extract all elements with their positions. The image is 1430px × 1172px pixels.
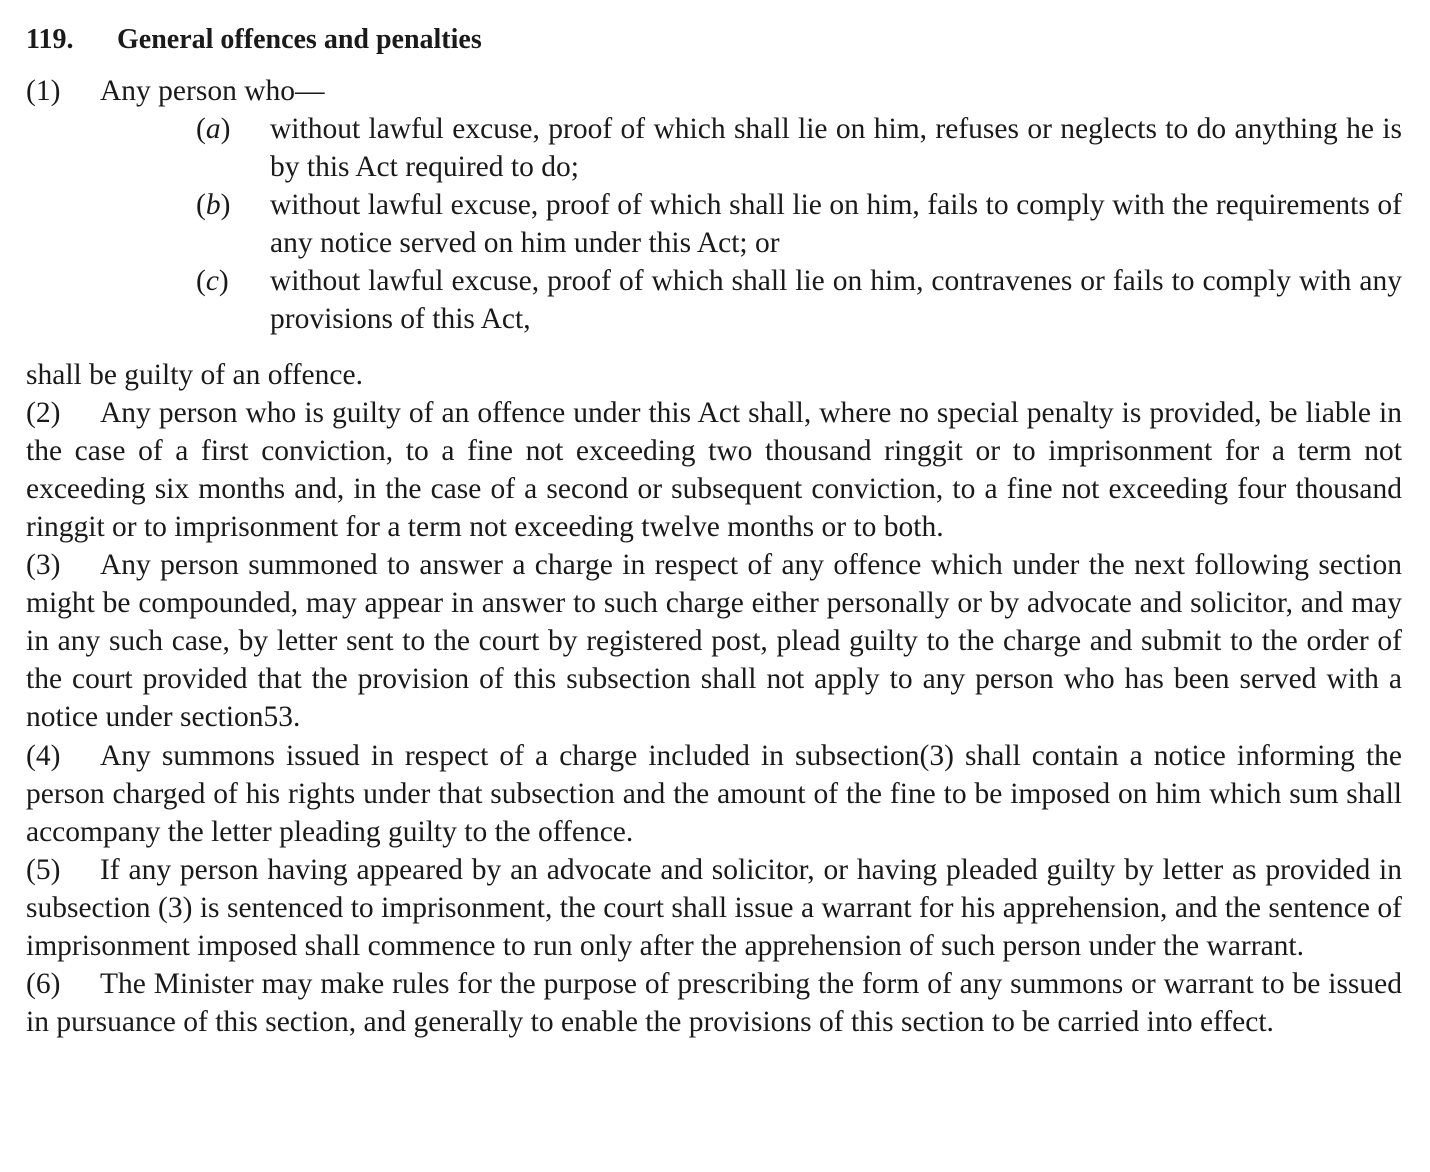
subsection-number: (1) bbox=[26, 75, 61, 107]
item-text: without lawful excuse, proof of which shall lie on him, refuses or neglects to do anything he is by this Act required to do; bbox=[270, 113, 1402, 184]
subsection-number: (5) bbox=[26, 853, 61, 886]
subsection-number: (4) bbox=[26, 739, 61, 772]
subsection-1-intro bbox=[26, 72, 1402, 110]
section-title: General offences and penalties bbox=[117, 24, 482, 55]
item-label: (a) bbox=[196, 113, 231, 145]
subsection-text: Any person summoned to answer a charge in respect of any offence which under the next following section might be compounded, may appear in answer to such charge either personally or by advocate and solicitor, and may in any such case, by letter sent to the court by registered post, plead guilty to the charge and submit to the order of the court provided that the provision of this subsection shall not apply to any person who has been served with a notice under section53. bbox=[26, 549, 1402, 734]
subsection-1-items bbox=[26, 110, 1402, 339]
item-text: without lawful excuse, proof of which shall lie on him, fails to comply with the requirements of any notice served on him under this Act; or bbox=[270, 189, 1402, 260]
list-item bbox=[196, 186, 1402, 262]
subsection-1-closing: shall be guilty of an offence. bbox=[26, 358, 363, 391]
subsection-text: If any person having appeared by an advocate and solicitor, or having pleaded guilty by letter as provided in subsection (3) is sentenced to imprisonment, the court shall issue a warrant for his apprehension, and the sentence of imprisonment imposed shall commence to run only after the apprehension of such person under the warrant. bbox=[26, 853, 1402, 962]
section-heading bbox=[26, 20, 1402, 60]
subsection-number: (6) bbox=[26, 968, 61, 1001]
subsection-4 bbox=[26, 737, 1402, 851]
list-item bbox=[196, 262, 1402, 338]
subsection-number: (2) bbox=[26, 396, 61, 429]
item-label: (c) bbox=[196, 265, 229, 298]
subsection-intro-text: Any person who— bbox=[100, 75, 325, 107]
subsection-number: (3) bbox=[26, 549, 61, 582]
item-label: (b) bbox=[196, 189, 231, 222]
subsection-text: The Minister may make rules for the purpose of prescribing the form of any summons or warrant to be issued in pursuance of this section, and generally to enable the provisions of this section to be carried into effect. bbox=[26, 968, 1402, 1039]
subsection-2 bbox=[26, 394, 1402, 546]
subsection-text: Any summons issued in respect of a charge included in subsection(3) shall contain a notice informing the person charged of his rights under that subsection and the amount of the fine to be imposed on him which sum shall accompany the letter pleading guilty to the offence. bbox=[26, 739, 1402, 848]
item-text: without lawful excuse, proof of which shall lie on him, contravenes or fails to comply with any provisions of this Act, bbox=[270, 265, 1402, 336]
list-item bbox=[196, 110, 1402, 186]
subsection-3 bbox=[26, 546, 1402, 736]
subsection-5 bbox=[26, 851, 1402, 965]
subsection-text: Any person who is guilty of an offence under this Act shall, where no special penalty is provided, be liable in the case of a first conviction, to a fine not exceeding two thousand ringgit or to imprisonment for a term not exceeding six months and, in the case of a second or subsequent conviction, to a fine not exceeding four thousand ringgit or to imprisonment for a term not exceeding twelve months or to both. bbox=[26, 396, 1402, 543]
subsection-6 bbox=[26, 965, 1402, 1041]
section-number: 119. bbox=[26, 24, 74, 55]
